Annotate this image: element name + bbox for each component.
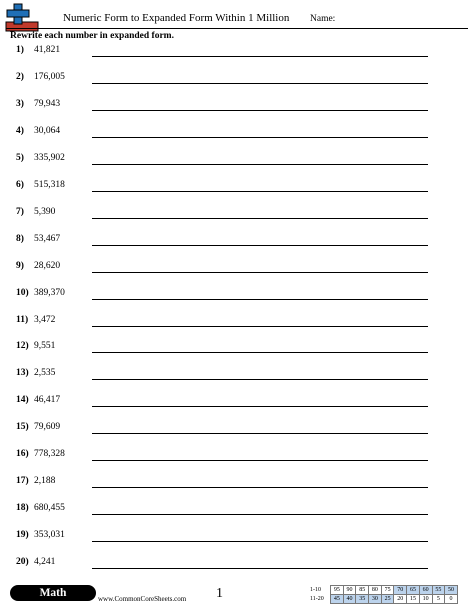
score-row bbox=[309, 586, 457, 595]
problem-row bbox=[8, 395, 428, 411]
problem-row bbox=[8, 315, 428, 331]
problem-number: 13) bbox=[16, 368, 29, 378]
problem-value: 4,241 bbox=[34, 557, 56, 567]
answer-line[interactable] bbox=[92, 245, 428, 246]
problem-row bbox=[8, 99, 428, 115]
problem-number: 7) bbox=[16, 207, 24, 217]
score-cell: 50 bbox=[445, 586, 458, 595]
problem-row bbox=[8, 288, 428, 304]
problem-number: 14) bbox=[16, 395, 29, 405]
problem-number: 15) bbox=[16, 422, 29, 432]
answer-line[interactable] bbox=[92, 568, 428, 569]
problem-row bbox=[8, 153, 428, 169]
answer-line[interactable] bbox=[92, 137, 428, 138]
answer-line[interactable] bbox=[92, 191, 428, 192]
problem-row bbox=[8, 422, 428, 438]
answer-line[interactable] bbox=[92, 406, 428, 407]
answer-line[interactable] bbox=[92, 460, 428, 461]
problem-value: 9,551 bbox=[34, 341, 56, 351]
answer-line[interactable] bbox=[92, 352, 428, 353]
page-number: 1 bbox=[216, 586, 223, 601]
score-row-label: 11-20 bbox=[310, 596, 324, 602]
problem-row bbox=[8, 449, 428, 465]
problem-row bbox=[8, 126, 428, 142]
score-cell: 80 bbox=[369, 586, 382, 595]
score-cell: 25 bbox=[381, 595, 394, 604]
answer-line[interactable] bbox=[92, 272, 428, 273]
problem-value: 176,005 bbox=[34, 72, 65, 82]
problem-number: 10) bbox=[16, 288, 29, 298]
problem-number: 9) bbox=[16, 261, 24, 271]
problem-value: 680,455 bbox=[34, 503, 65, 513]
score-cell: 95 bbox=[331, 586, 344, 595]
problem-value: 2,188 bbox=[34, 476, 56, 486]
problem-number: 3) bbox=[16, 99, 24, 109]
problem-number: 2) bbox=[16, 72, 24, 82]
problem-value: 79,609 bbox=[34, 422, 61, 432]
answer-line[interactable] bbox=[92, 56, 428, 57]
instructions: Rewrite each number in expanded form. bbox=[10, 31, 174, 41]
score-table bbox=[309, 585, 458, 604]
problem-value: 5,390 bbox=[34, 207, 56, 217]
answer-line[interactable] bbox=[92, 514, 428, 515]
problem-number: 4) bbox=[16, 126, 24, 136]
score-cell: 60 bbox=[419, 586, 432, 595]
score-row-label: 1-10 bbox=[310, 587, 321, 593]
problem-value: 2,535 bbox=[34, 368, 56, 378]
problem-value: 778,328 bbox=[34, 449, 65, 459]
problem-value: 335,902 bbox=[34, 153, 65, 163]
subject-badge: Math bbox=[10, 585, 96, 601]
problem-row bbox=[8, 207, 428, 223]
score-cell: 40 bbox=[343, 595, 356, 604]
problem-number: 5) bbox=[16, 153, 24, 163]
problem-number: 20) bbox=[16, 557, 29, 567]
score-cell: 30 bbox=[369, 595, 382, 604]
problem-number: 19) bbox=[16, 530, 29, 540]
problem-row bbox=[8, 503, 428, 519]
score-cell: 90 bbox=[343, 586, 356, 595]
answer-line[interactable] bbox=[92, 164, 428, 165]
score-cell: 5 bbox=[432, 595, 445, 604]
problem-value: 389,370 bbox=[34, 288, 65, 298]
problem-row bbox=[8, 368, 428, 384]
problem-row bbox=[8, 476, 428, 492]
problem-row bbox=[8, 341, 428, 357]
score-cell: 55 bbox=[432, 586, 445, 595]
score-row bbox=[309, 595, 457, 604]
name-label: Name: bbox=[310, 14, 336, 24]
problem-number: 12) bbox=[16, 341, 29, 351]
score-cell: 45 bbox=[331, 595, 344, 604]
answer-line[interactable] bbox=[92, 326, 428, 327]
score-cell: 0 bbox=[445, 595, 458, 604]
problem-number: 17) bbox=[16, 476, 29, 486]
problem-row bbox=[8, 45, 428, 61]
answer-line[interactable] bbox=[92, 110, 428, 111]
answer-line[interactable] bbox=[92, 379, 428, 380]
problem-number: 1) bbox=[16, 45, 24, 55]
problem-value: 515,318 bbox=[34, 180, 65, 190]
answer-line[interactable] bbox=[92, 541, 428, 542]
problem-number: 6) bbox=[16, 180, 24, 190]
score-cell: 35 bbox=[356, 595, 369, 604]
answer-line[interactable] bbox=[92, 83, 428, 84]
problem-row bbox=[8, 234, 428, 250]
problem-value: 79,943 bbox=[34, 99, 61, 109]
problem-row bbox=[8, 180, 428, 196]
problem-row bbox=[8, 72, 428, 88]
problem-row bbox=[8, 530, 428, 546]
answer-line[interactable] bbox=[92, 299, 428, 300]
worksheet-title: Numeric Form to Expanded Form Within 1 Million bbox=[63, 12, 290, 24]
problem-value: 30,064 bbox=[34, 126, 61, 136]
problem-number: 11) bbox=[16, 315, 29, 325]
problem-value: 28,620 bbox=[34, 261, 61, 271]
answer-line[interactable] bbox=[92, 218, 428, 219]
problem-row bbox=[8, 557, 428, 573]
problem-value: 41,821 bbox=[34, 45, 61, 55]
problem-number: 16) bbox=[16, 449, 29, 459]
problem-value: 3,472 bbox=[34, 315, 56, 325]
problem-value: 46,417 bbox=[34, 395, 61, 405]
score-cell: 75 bbox=[381, 586, 394, 595]
site-url: www.CommonCoreSheets.com bbox=[98, 595, 187, 603]
problem-number: 8) bbox=[16, 234, 24, 244]
problem-value: 353,031 bbox=[34, 530, 65, 540]
header-divider bbox=[6, 28, 468, 29]
problem-value: 53,467 bbox=[34, 234, 61, 244]
score-cell: 85 bbox=[356, 586, 369, 595]
score-cell: 15 bbox=[407, 595, 420, 604]
answer-line[interactable] bbox=[92, 433, 428, 434]
score-cell: 20 bbox=[394, 595, 407, 604]
answer-line[interactable] bbox=[92, 487, 428, 488]
score-cell: 10 bbox=[419, 595, 432, 604]
score-cell: 70 bbox=[394, 586, 407, 595]
problem-row bbox=[8, 261, 428, 277]
problem-number: 18) bbox=[16, 503, 29, 513]
score-cell: 65 bbox=[407, 586, 420, 595]
